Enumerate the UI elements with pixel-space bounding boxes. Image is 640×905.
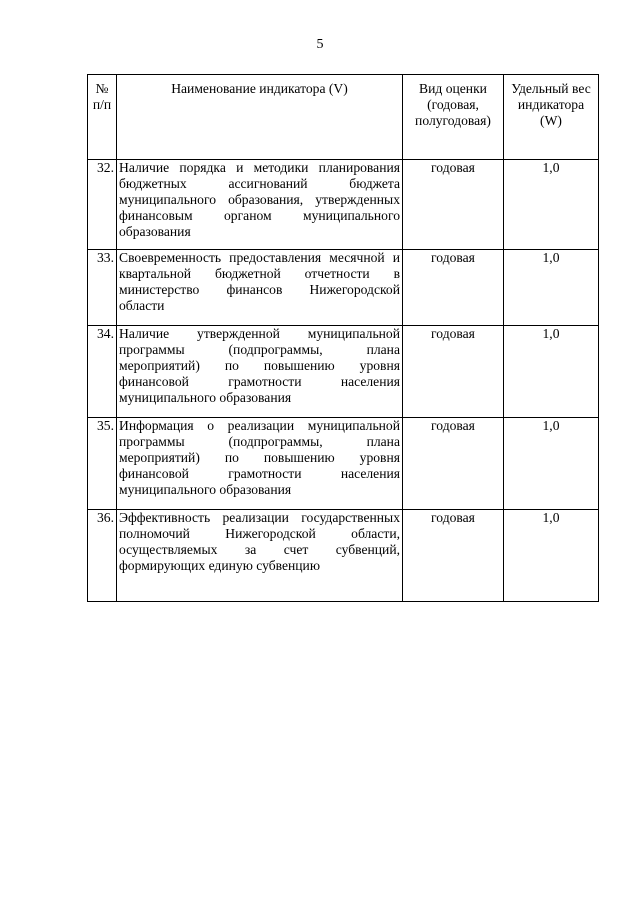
table-row	[88, 326, 599, 418]
indicators-table	[87, 74, 599, 602]
assessment-type: годовая	[403, 160, 504, 250]
table-header-row	[88, 75, 599, 160]
indicator-weight: 1,0	[504, 510, 599, 602]
assessment-type: годовая	[403, 326, 504, 418]
indicator-name: Информация о реализации муниципальной программы (подпрограммы, плана мероприятий) по повышению уровня финансовой грамотности населения муниципального образования	[117, 418, 403, 510]
table-row	[88, 250, 599, 326]
row-number: 32.	[88, 160, 117, 250]
assessment-type: годовая	[403, 418, 504, 510]
header-type: Вид оценки (годовая, полугодовая)	[403, 75, 504, 160]
page-number: 5	[316, 37, 324, 52]
indicator-weight: 1,0	[504, 326, 599, 418]
indicator-name: Своевременность предоставления месячной и квартальной бюджетной отчетности в министерство финансов Нижегородской области	[117, 250, 403, 326]
row-number: 36.	[88, 510, 117, 602]
indicator-weight: 1,0	[504, 250, 599, 326]
table-row	[88, 418, 599, 510]
indicator-name: Наличие порядка и методики планирования бюджетных ассигнований бюджета муниципального образования, утвержденных финансовым органом муниципального образования	[117, 160, 403, 250]
header-name: Наименование индикатора (V)	[117, 75, 403, 160]
row-number: 35.	[88, 418, 117, 510]
row-number: 33.	[88, 250, 117, 326]
indicator-name: Эффективность реализации государственных полномочий Нижегородской области, осуществляемых за счет субвенций, формирующих единую субвенцию	[117, 510, 403, 602]
indicator-name: Наличие утвержденной муниципальной программы (подпрограммы, плана мероприятий) по повышению уровня финансовой грамотности населения муниципального образования	[117, 326, 403, 418]
indicator-weight: 1,0	[504, 418, 599, 510]
indicator-weight: 1,0	[504, 160, 599, 250]
header-weight: Удельный вес индикатора (W)	[504, 75, 599, 160]
header-num: № п/п	[88, 75, 117, 160]
assessment-type: годовая	[403, 510, 504, 602]
row-number: 34.	[88, 326, 117, 418]
table-row	[88, 510, 599, 602]
table-row	[88, 160, 599, 250]
assessment-type: годовая	[403, 250, 504, 326]
